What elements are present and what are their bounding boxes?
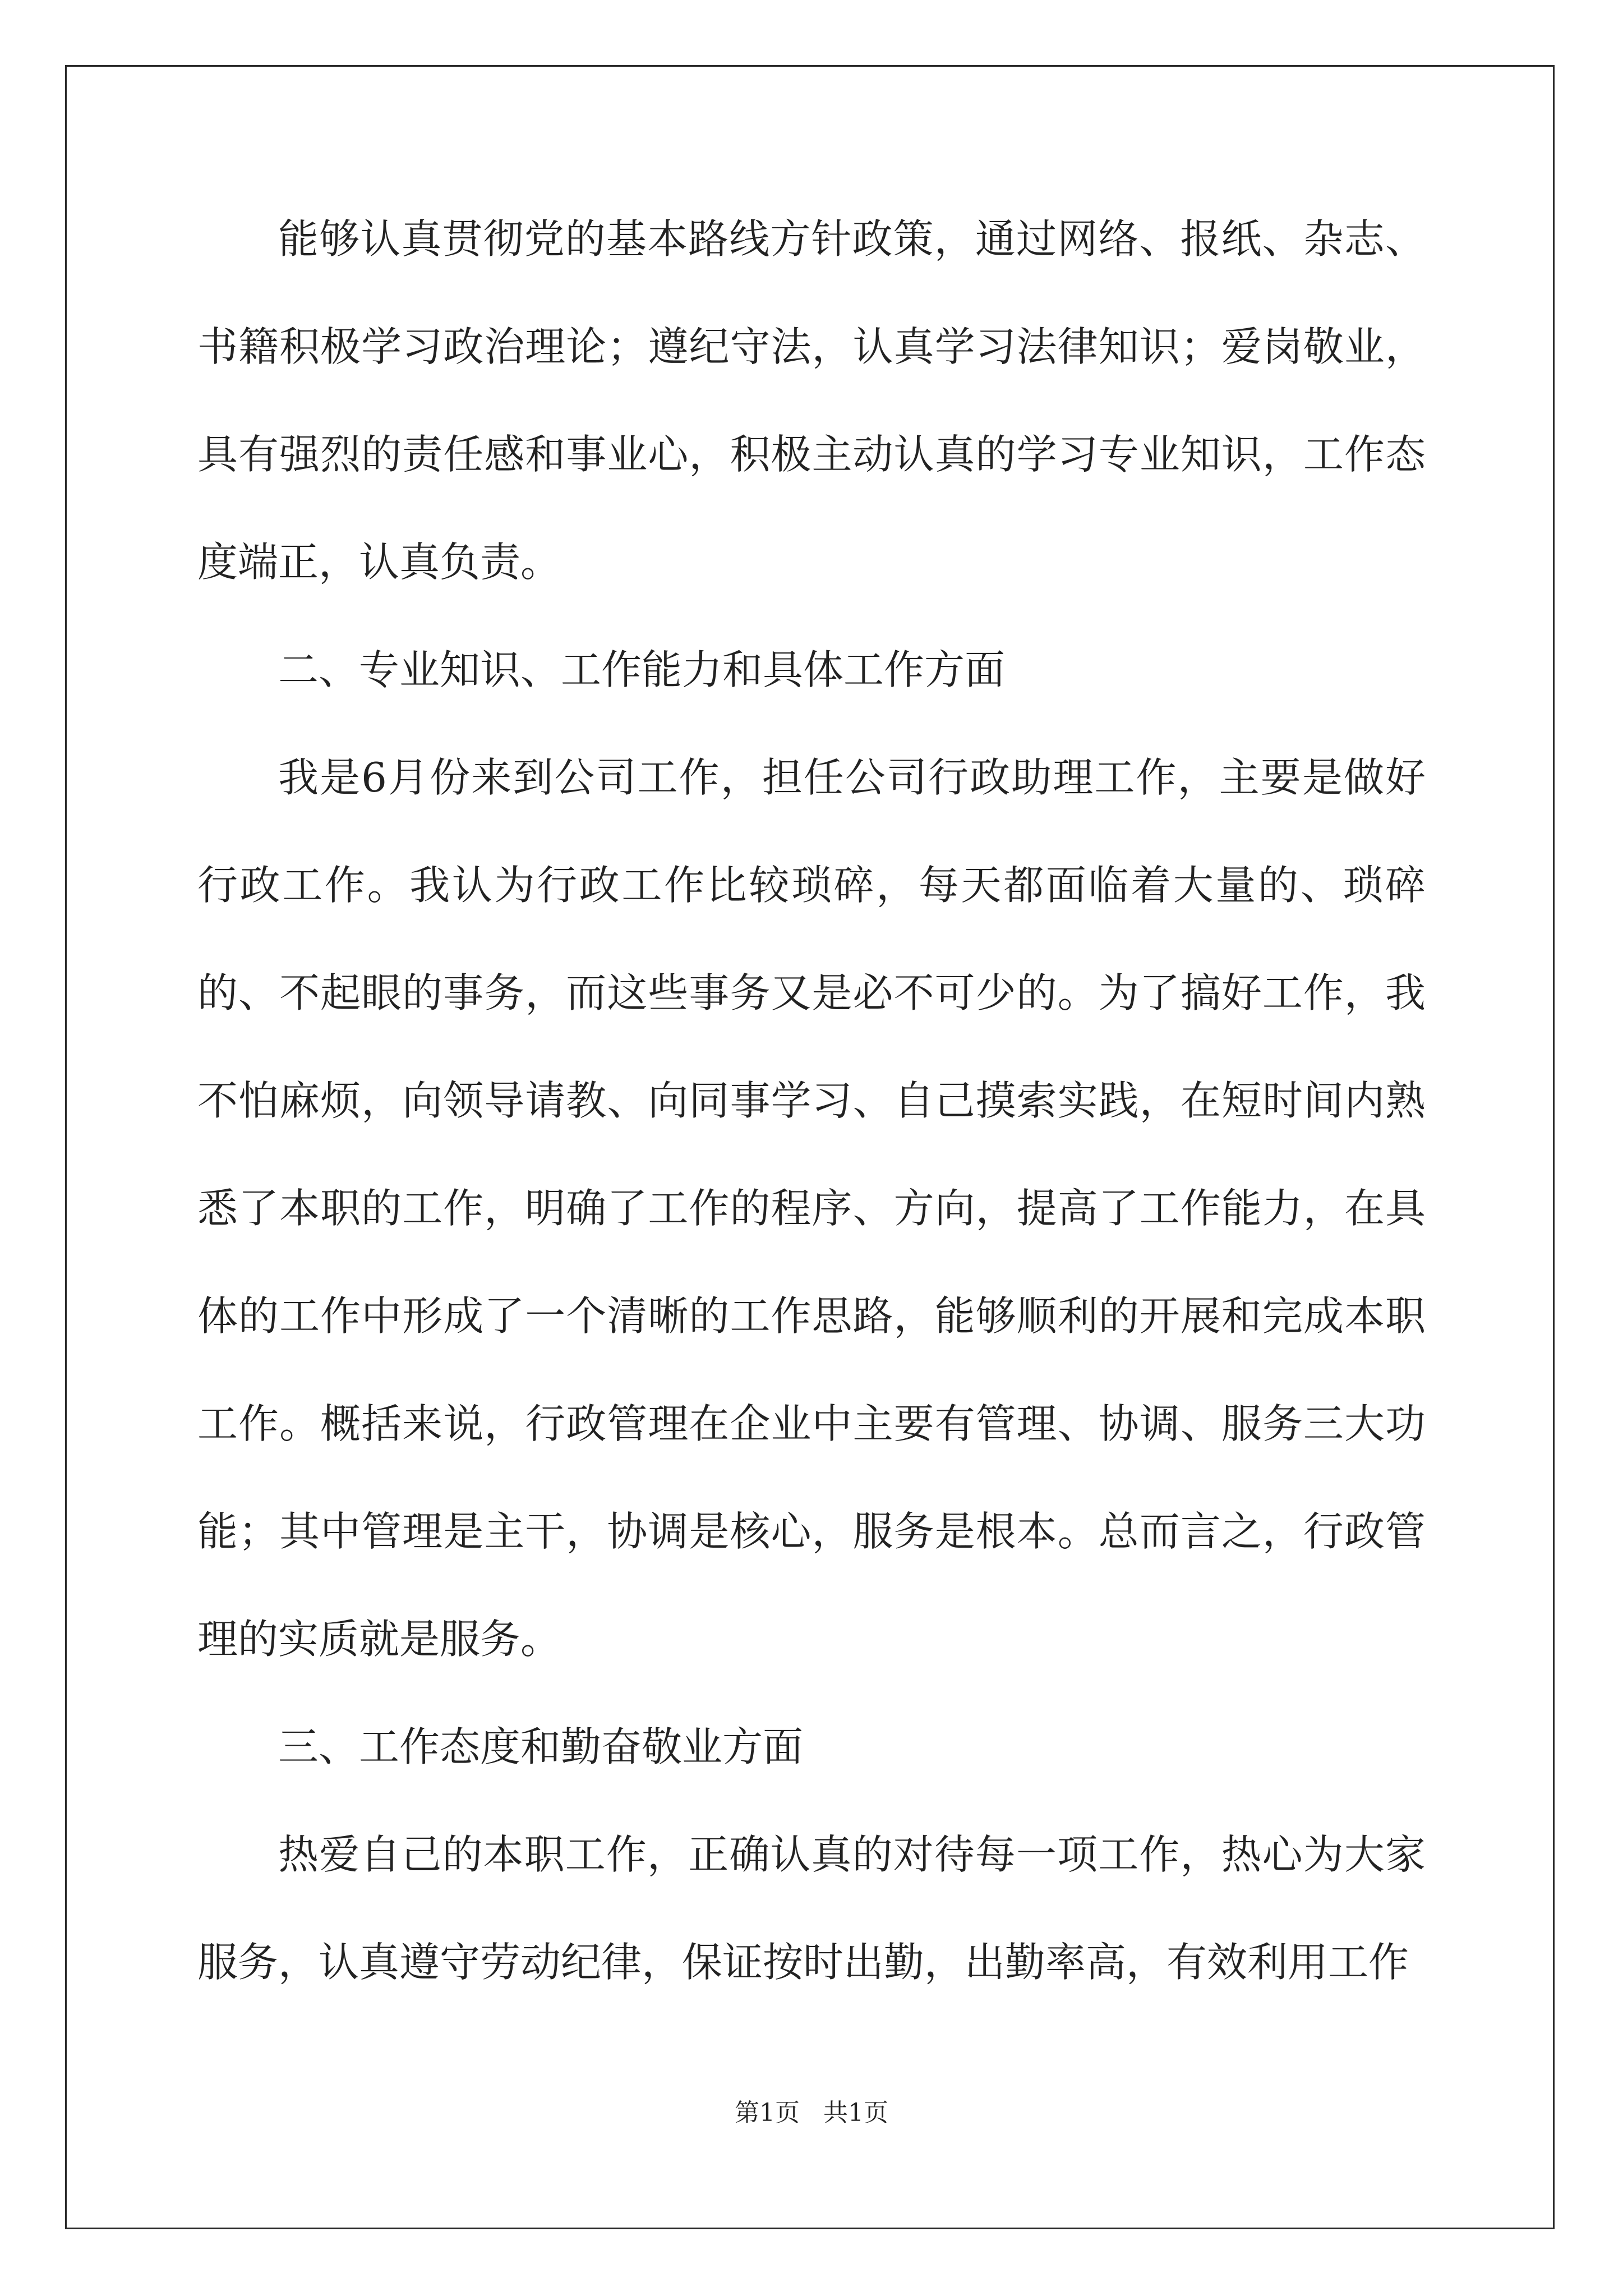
paragraph-3: 热爱自己的本职工作，正确认真的对待每一项工作，热心为大家服务，认真遵守劳动纪律，保证按时出勤，出勤率高，有效利用工作 [197,1831,1426,1986]
section-heading-3: 三、工作态度和勤奋敬业方面 [278,1723,804,1770]
paragraph-2: 我是6月份来到公司工作，担任公司行政助理工作，主要是做好行政工作。我认为行政工作比较琐碎，每天都面临着大量的、琐碎的、不起眼的事务，而这些事务又是必不可少的。为了搞好工作，我不怕麻烦，向领导请教、向同事学习、自己摸索实践，在短时间内熟悉了本职的工作，明确了工作的程序、方向，提高了工作能力，在具体的工作中形成了一个清晰的工作思路，能够顺利的开展和完成本职工作。概括来说，行政管理在企业中主要有管理、协调、服务三大功能；其中管理是主干，协调是核心，服务是根本。总而言之，行政管理的实质就是服务。 [197,754,1426,1663]
section-heading-2: 二、专业知识、工作能力和具体工作方面 [278,646,1006,693]
paragraph-1: 能够认真贯彻党的基本路线方针政策，通过网络、报纸、杂志、书籍积极学习政治理论；遵纪守法，认真学习法律知识；爱岗敬业，具有强烈的责任感和事业心，积极主动认真的学习专业知识，工作态度端正，认真负责。 [197,215,1426,586]
page-footer: 第1页 共1页 [735,2099,888,2127]
document-body [197,185,1426,2016]
